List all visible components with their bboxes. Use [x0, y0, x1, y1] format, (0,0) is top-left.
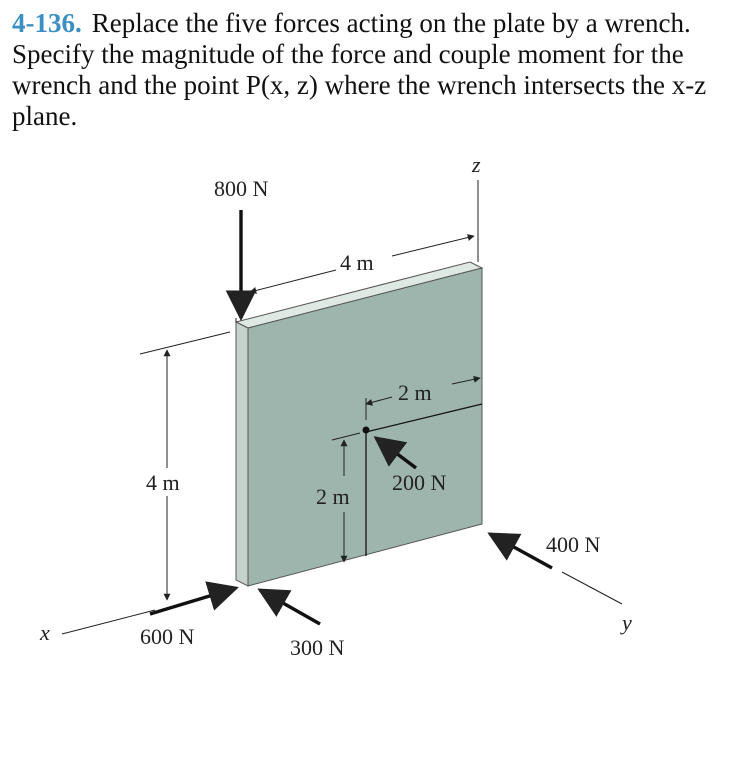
dim-offset-z-label: 2 m	[316, 484, 350, 509]
y-axis-line	[562, 572, 622, 604]
problem-number: 4-136.	[12, 8, 82, 38]
plate	[236, 262, 482, 586]
y-axis-label: y	[622, 610, 632, 635]
z-axis-label: z	[472, 152, 481, 177]
force-400-arrow	[490, 534, 552, 568]
dim-width-label: 4 m	[340, 250, 374, 275]
force-300-arrow	[260, 590, 320, 624]
dim-width-line-right	[392, 236, 474, 256]
dim-height-label: 4 m	[146, 470, 180, 495]
x-axis-label: x	[40, 620, 50, 645]
dim-height-ext-top	[140, 332, 230, 354]
force-300-label: 300 N	[290, 635, 345, 660]
dim-width-line-left	[250, 270, 336, 292]
force-600-label: 600 N	[140, 624, 195, 649]
force-400-label: 400 N	[546, 532, 601, 557]
force-200-label: 200 N	[392, 470, 447, 495]
force-800-label: 800 N	[214, 176, 269, 201]
force-600-arrow	[150, 588, 236, 614]
dim-offset-x-label: 2 m	[398, 380, 432, 405]
problem-text: Replace the five forces acting on the plate by a wrench. Specify the magnitude of the force and couple moment for the wrench and the point P(x, z) where the wrench intersects the x-z plane.	[12, 8, 707, 131]
force-application-point	[363, 427, 370, 434]
plate-side-edge	[236, 322, 248, 586]
